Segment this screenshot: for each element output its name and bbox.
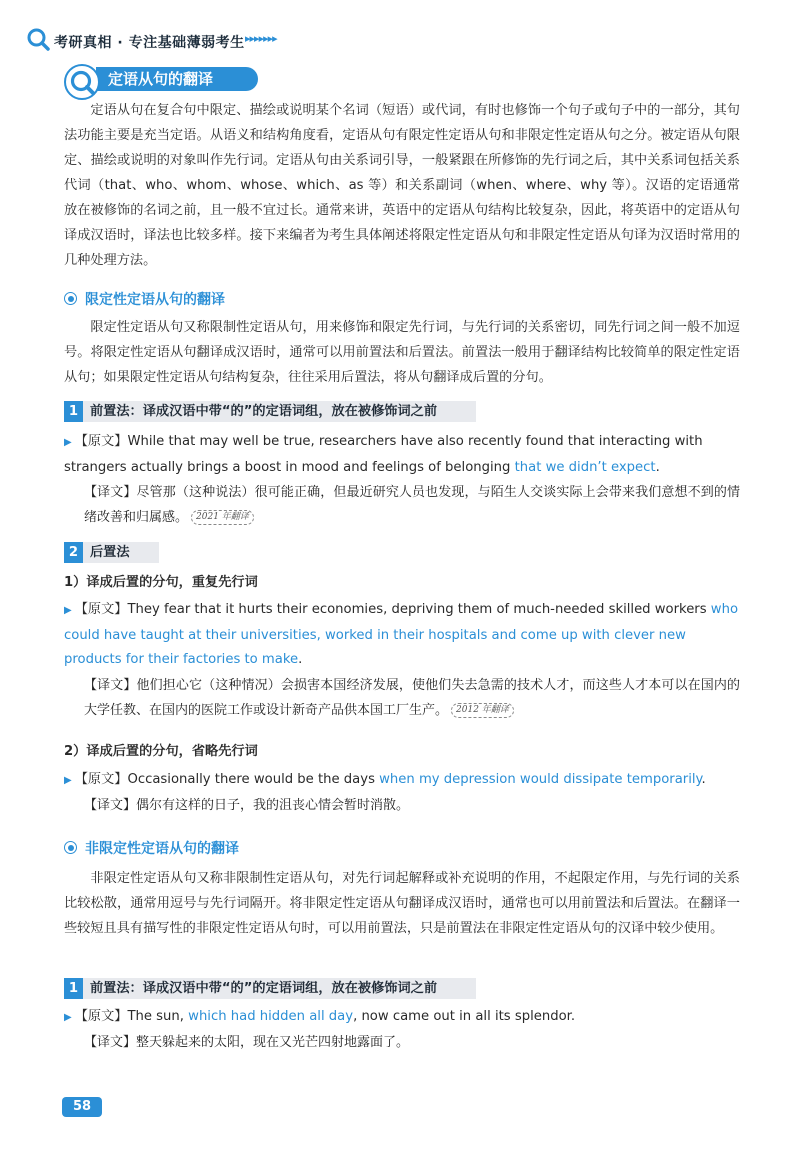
magnifier-logo-icon	[26, 27, 50, 51]
nonrestrictive-intro: 非限定性定语从句又称非限制性定语从句，对先行词起解释或补充说明的作用，不起限定作用，与先行词的关系比较松散，通常用逗号与先行词隔开。将非限定性定语从句翻译成汉语时，通常也可以用前置法和后置法。在翻译一些较短且具有描写性的非限定性定语从句时，可以用前置法，只是前置法在非限定性定语从句的汉译中较少使用。	[64, 871, 740, 936]
example-translation-3: 【译文】偶尔有这样的日子，我的沮丧心情会暂时消散。	[84, 798, 410, 813]
step-heading-1: 1）译成后置的分句，重复先行词	[64, 575, 258, 590]
exam-year-tag: 2012 年翻译	[451, 703, 514, 718]
step-heading-2: 2）译成后置的分句，省略先行词	[64, 744, 258, 759]
triangle-bullet-icon: ▶	[64, 775, 72, 786]
example-translation-4: 【译文】整天躲起来的太阳，现在又光芒四射地露面了。	[84, 1035, 410, 1050]
section-title: 定语从句的翻译	[96, 67, 258, 91]
method-heading-front: 1 前置法：译成汉语中带“的”的定语词组，放在被修饰词之前	[64, 401, 476, 422]
example-original-3: ▶ 【原文】Occasionally there would be the days when my depression would dissipate temporarily.	[64, 772, 706, 787]
example-original-1: ▶ 【原文】While that may well be true, researchers have also recently found that interacting with strangers actually brings a boost in mood and feelings of belonging that we didn’t expect.	[64, 434, 703, 475]
exam-year-tag: 2021 年翻译	[191, 510, 254, 525]
subsection-title-nonrestrictive: 非限定性定语从句的翻译	[64, 838, 239, 858]
target-icon	[64, 841, 77, 854]
header-arrows-icon: ▸▸▸▸▸▸▸	[245, 32, 277, 45]
target-icon	[64, 292, 77, 305]
magnifier-banner-icon	[64, 64, 102, 102]
triangle-bullet-icon: ▶	[64, 437, 72, 448]
example-translation-1: 【译文】尽管那（这种说法）很可能正确，但最近研究人员也发现，与陌生人交谈实际上会带来我们意想不到的情绪改善和归属感。 2021 年翻译	[84, 485, 740, 525]
example-original-2: ▶ 【原文】They fear that it hurts their economies, depriving them of much-needed skilled workers who could have taught at their universities, worked in their hospitals and come up with clever new products for their factories to make.	[64, 602, 739, 667]
triangle-bullet-icon: ▶	[64, 1012, 72, 1023]
page-number: 58	[62, 1097, 102, 1117]
restrictive-intro: 限定性定语从句又称限制性定语从句，用来修饰和限定先行词，与先行词的关系密切，同先行词之间一般不加逗号。将限定性定语从句翻译成汉语时，通常可以用前置法和后置法。前置法一般用于翻译结构比较简单的限定性定语从句；如果限定性定语从句结构复杂，往往采用后置法，将从句翻译成后置的分句。	[64, 320, 740, 385]
example-translation-2: 【译文】他们担心它（这种情况）会损害本国经济发展，使他们失去急需的技术人才，而这些人才本可以在国内的大学任教、在国内的医院工作或设计新奇产品供本国工厂生产。 2012 年翻译	[84, 678, 740, 718]
example-original-4: ▶ 【原文】The sun, which had hidden all day, now came out in all its splendor.	[64, 1009, 576, 1024]
subsection-title-restrictive: 限定性定语从句的翻译	[64, 289, 225, 309]
method-heading-front-2: 1 前置法：译成汉语中带“的”的定语词组，放在被修饰词之前	[64, 978, 476, 999]
triangle-bullet-icon: ▶	[64, 605, 72, 616]
running-header-title: 考研真相 · 专注基础薄弱考生	[54, 35, 245, 51]
method-heading-back: 2 后置法	[64, 542, 159, 563]
section-intro: 定语从句在复合句中限定、描绘或说明某个名词（短语）或代词，有时也修饰一个句子或句子中的一部分，其句法功能主要是充当定语。从语义和结构角度看，定语从句有限定性定语从句和非限定性定语从句之分。被定语从句限定、描绘或说明的对象叫作先行词。定语从句由关系词引导，一般紧跟在所修饰的先行词之后，其中关系词包括关系代词（that、who、whom、whose、which、as 等）和关系副词（when、where、why 等）。汉语的定语通常放在被修饰的名词之前，且一般不宜过长。通常来讲，英语中的定语从句结构比较复杂，因此，将英语中的定语从句译成汉语时，译法也比较多样。接下来编者为考生具体阐述将限定性定语从句和非限定性定语从句译为汉语时常用的几种处理方法。	[64, 103, 740, 268]
